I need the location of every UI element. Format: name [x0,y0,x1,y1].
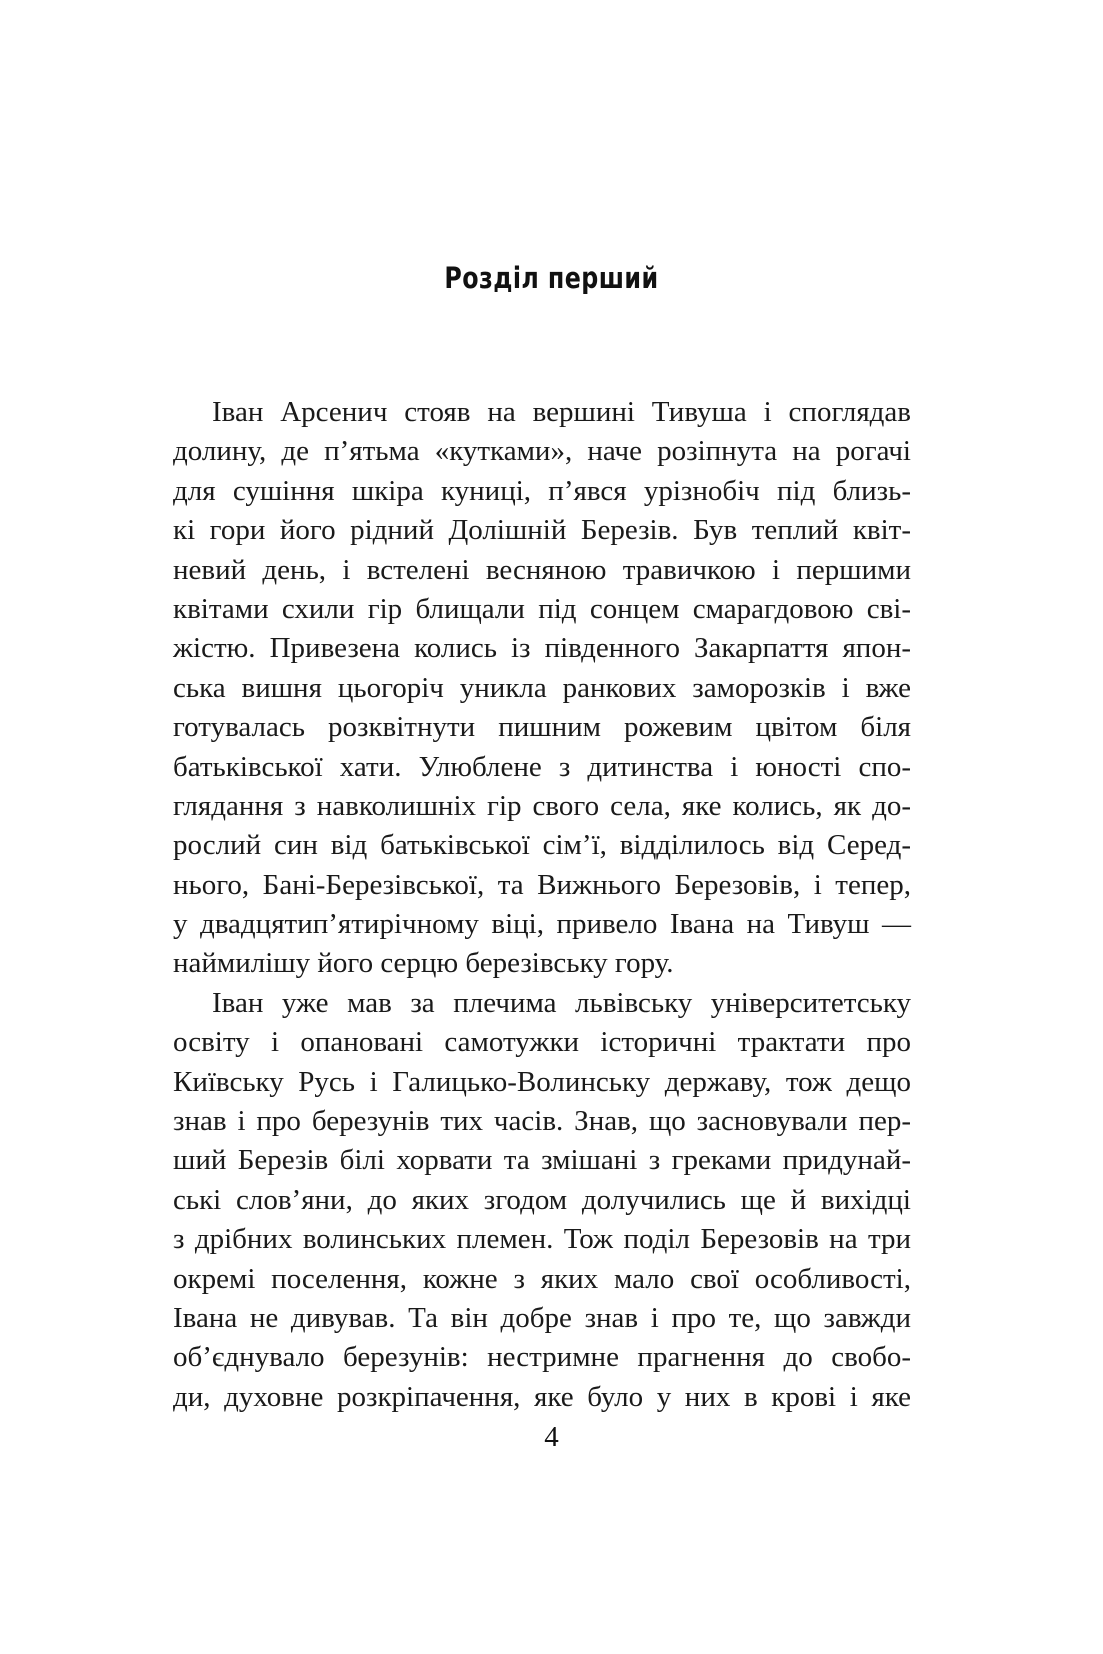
text-line: для сушіння шкіра куниці, п’явся урізнобіч під близь- [173,474,911,507]
text-line: Івана не дивував. Та він добре знав і про те, що завжди [173,1301,911,1334]
text-line: батьківської хати. Улюблене з дитинства і юності спо- [173,750,911,783]
text-line: ські слов’яни, до яких згодом долучились ще й вихідці [173,1183,911,1216]
text-line: Іван уже мав за плечима львівську університетську [212,986,911,1019]
paragraph-1 [173,393,911,984]
text-line: нього, Бані-Березівської, та Вижнього Березовів, і тепер, [173,868,911,901]
text-line: у двадцятип’ятирічному віці, привело Івана на Тивуш — [173,908,911,941]
text-line: об’єднувало березунів: нестримне прагнення до свобо- [173,1341,911,1374]
paragraph-2 [173,984,911,1417]
text-line: жістю. Привезена колись із південного Закарпаття япон- [173,632,911,665]
text-line: окремі поселення, кожне з яких мало свої особливості, [173,1262,911,1295]
text-line: кі гори його рідний Долішній Березів. Був теплий квіт- [173,514,911,547]
page-number: 4 [544,1421,559,1453]
text-line: наймилішу його серцю березівську гору. [173,947,674,980]
text-line: знав і про березунів тих часів. Знав, що засновували пер- [173,1105,911,1138]
text-line: готувалась розквітнути пишним рожевим цвітом біля [173,711,911,744]
text-line: рослий син від батьківської сім’ї, відділилось від Серед- [173,829,911,862]
chapter-title: Розділ перший [444,261,659,295]
text-line: Іван Арсенич стояв на вершині Тивуша і споглядав [212,396,911,428]
text-line: невий день, і встелені весняною травичкою і першими [173,553,911,586]
text-line: з дрібних волинських племен. Тож поділ Березовів на три [173,1223,911,1256]
text-line: ди, духовне розкріпачення, яке було у них в крові і яке [173,1380,911,1413]
body-text [173,393,911,1417]
text-line: освіту і опановані самотужки історичні трактати про [173,1026,911,1059]
text-line: глядання з навколишніх гір свого села, яке колись, як до- [173,789,911,822]
text-line: квітами схили гір блищали під сонцем смарагдовою сві- [173,592,911,625]
text-line: Київську Русь і Галицько-Волинську державу, тож дещо [173,1065,911,1098]
text-line: ська вишня цьогоріч уникла ранкових заморозків і вже [173,671,911,704]
text-line: долину, де п’ятьма «кутками», наче розіпнута на рогачі [173,435,911,468]
text-line: ший Березів білі хорвати та змішані з греками придунай- [173,1144,911,1177]
